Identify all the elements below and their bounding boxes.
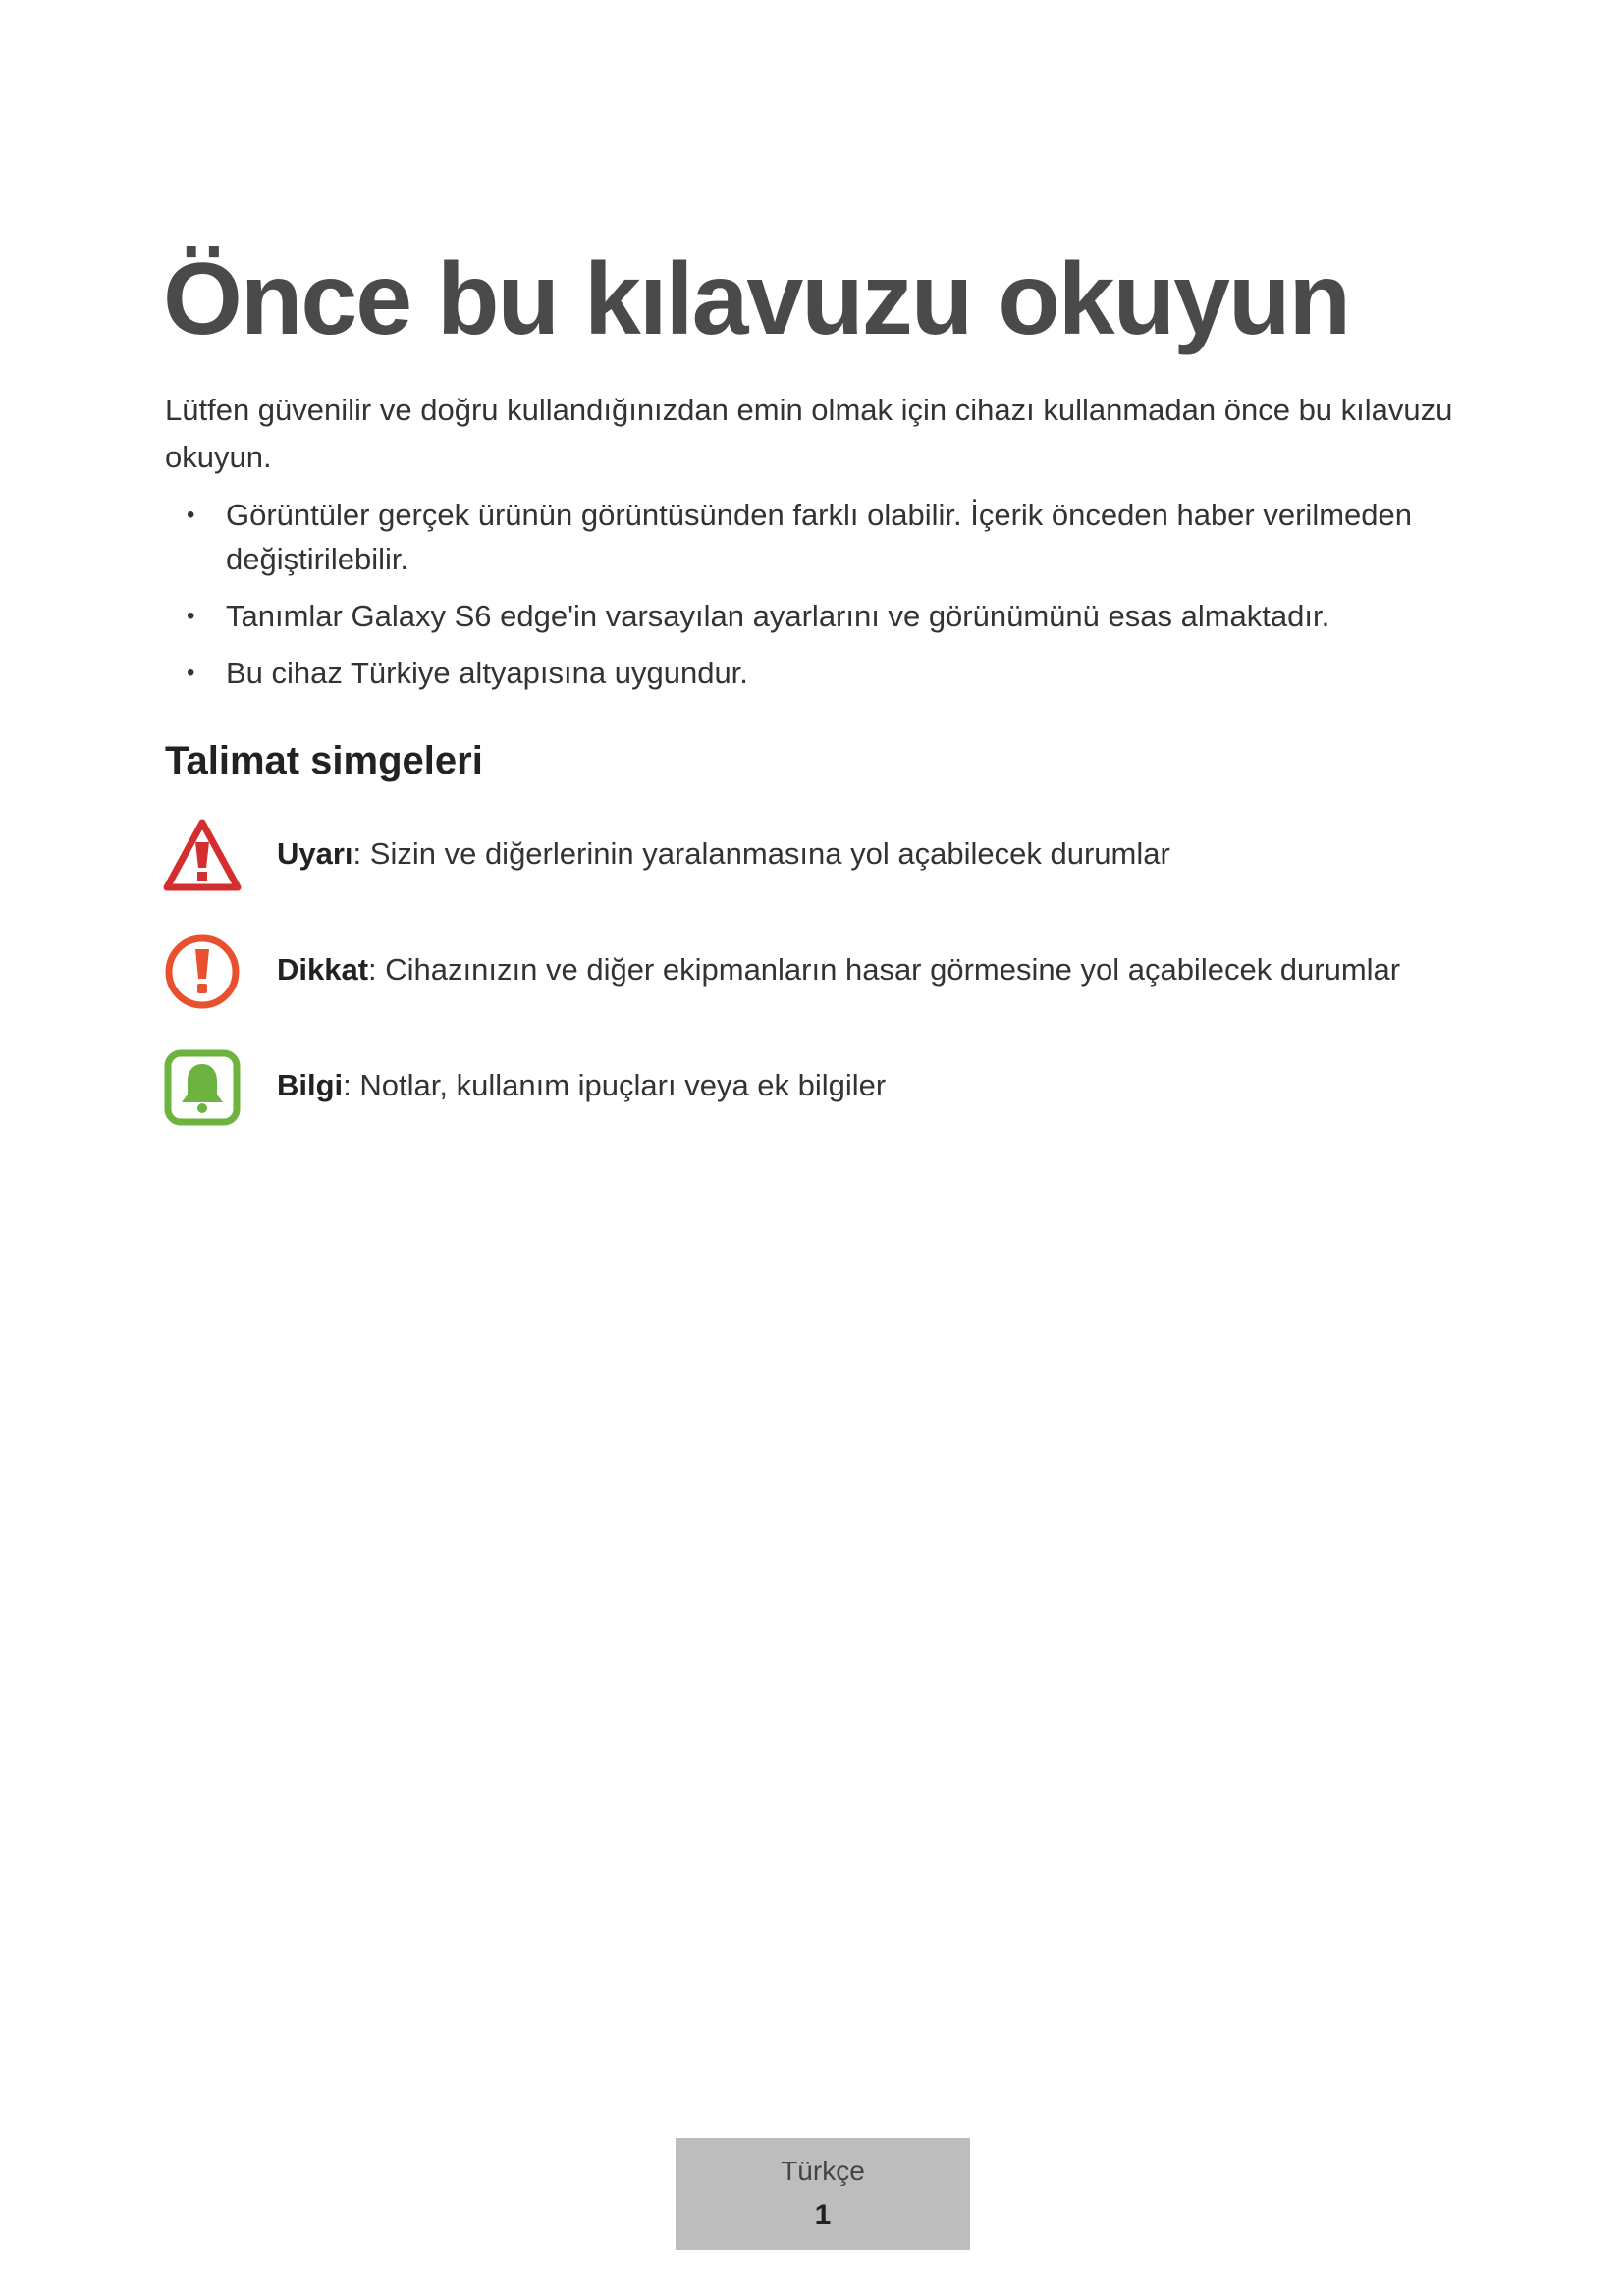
instruction-row-warning [163,817,1538,895]
section-heading: Talimat simgeleri [165,739,483,782]
footer-language: Türkçe [781,2156,865,2186]
instruction-description: Notlar, kullanım ipuçları veya ek bilgiler [351,1068,887,1102]
instruction-row-info [163,1048,1538,1127]
bullet-dot: • [187,660,195,686]
intro-paragraph: Lütfen güvenilir ve doğru kullandığınızdan emin olmak için cihazı kullanmadan önce bu kılavuzu okuyun. [165,393,1453,474]
instruction-label: Bilgi [277,1068,344,1102]
instruction-separator: : [352,836,362,871]
bullet-list [165,493,1471,708]
bullet-dot: • [187,502,195,528]
list-item [165,493,1471,581]
instruction-label: Dikkat [277,952,369,987]
list-item [165,594,1471,638]
bullet-text: Görüntüler gerçek ürünün görüntüsünden farklı olabilir. İçerik önceden haber verilmeden değiştirilebilir. [226,498,1412,576]
bullet-dot: • [187,603,195,629]
instruction-label: Uyarı [277,836,353,871]
instruction-row-caution [163,933,1538,1011]
list-item [165,651,1471,695]
bullet-text: Bu cihaz Türkiye altyapısına uygundur. [226,656,748,690]
instruction-text [277,946,1400,993]
instruction-separator: : [368,952,377,987]
warning-triangle-icon [163,817,242,895]
instruction-separator: : [343,1068,352,1102]
page-title: Önce bu kılavuzu okuyun [163,242,1349,356]
page-footer [676,2138,970,2250]
instruction-description: Sizin ve diğerlerinin yaralanmasına yol açabilecek durumlar [361,836,1170,871]
page-number: 1 [814,2199,832,2231]
caution-circle-icon [163,933,242,1011]
instruction-text [277,830,1170,878]
bullet-text: Tanımlar Galaxy S6 edge'in varsayılan ayarlarını ve görünümünü esas almaktadır. [226,599,1330,633]
info-bell-icon [163,1048,242,1127]
instruction-text [277,1062,886,1109]
instruction-description: Cihazınızın ve diğer ekipmanların hasar görmesine yol açabilecek durumlar [376,952,1401,987]
